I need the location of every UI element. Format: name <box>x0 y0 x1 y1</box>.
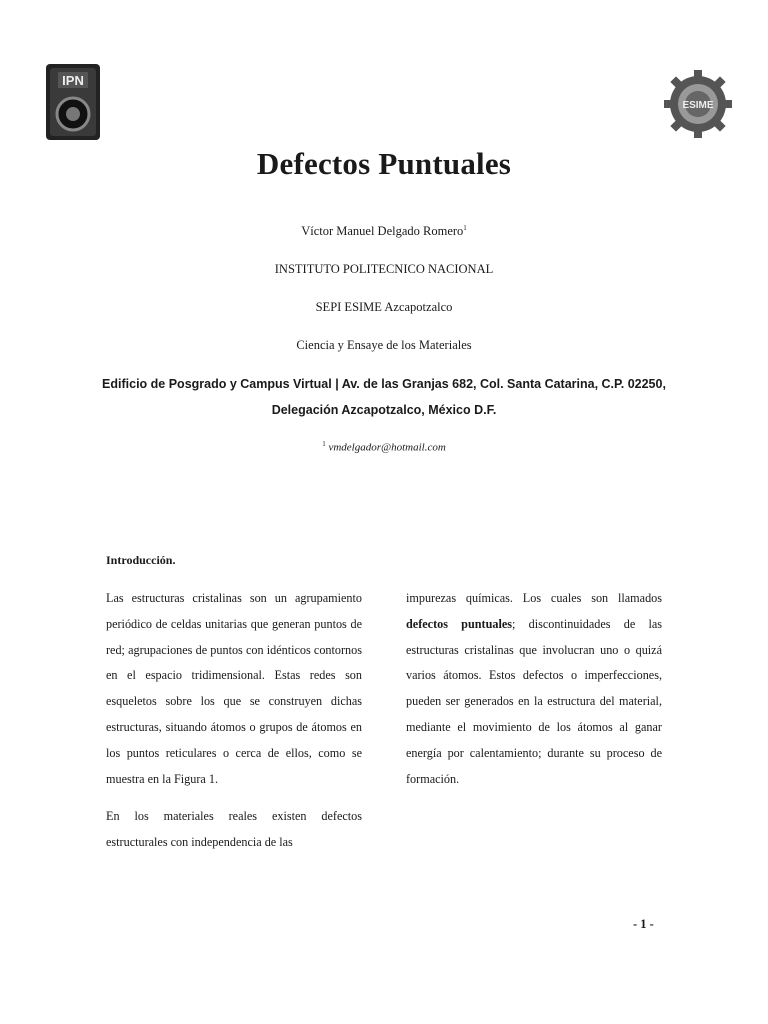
department: SEPI ESIME Azcapotzalco <box>315 300 453 314</box>
email-line <box>0 440 768 454</box>
page-number: - 1 - <box>633 917 654 931</box>
address-line-1: Edificio de Posgrado y Campus Virtual | Av. de las Granjas 682, Col. Santa Catarina, C.P. 02250, <box>102 377 666 391</box>
esime-logo <box>660 70 736 138</box>
esime-logo-text: ESIME <box>682 100 714 111</box>
ipn-logo-text: IPN <box>62 73 84 88</box>
paragraph <box>406 586 662 792</box>
course-name: Ciencia y Ensaye de los Materiales <box>296 338 472 352</box>
paragraph-text: impurezas químicas. Los cuales son llamados <box>406 591 662 605</box>
author-name: Víctor Manuel Delgado Romero <box>301 224 464 239</box>
ipn-logo <box>44 60 102 144</box>
author-email: vmdelgador@hotmail.com <box>328 441 446 454</box>
paragraph: Las estructuras cristalinas son un agrupamiento periódico de celdas unitarias que generan puntos de red; agrupaciones de puntos con idénticos contornos en el espacio tridimensional. Estas redes son esqueletos sobre los que se construyen dichas estructuras, situando átomos o grupos de átomos en los puntos reticulares o cerca de ellos, como se muestra en la Figura 1. <box>106 591 362 786</box>
left-column <box>106 586 362 856</box>
institution: INSTITUTO POLITECNICO NACIONAL <box>274 262 494 276</box>
right-column <box>406 586 662 792</box>
bold-term: defectos puntuales <box>406 616 512 631</box>
address-line-2: Delegación Azcapotzalco, México D.F. <box>271 403 497 417</box>
paragraph: En los materiales reales existen defectos estructurales con independencia de las <box>106 809 362 850</box>
email-footnote-marker: 1 <box>322 440 326 448</box>
author-footnote-marker: 1 <box>463 224 467 232</box>
author-line <box>0 224 768 239</box>
section-heading: Introducción. <box>106 553 176 567</box>
paragraph-text: ; discontinuidades de las estructuras cristalinas que involucran uno o quizá varios átomos. Estos defectos o imperfecciones, pueden ser generados en la estructura del material, mediante el movimiento de los átomos al ganar energía por calentamiento; durante su proceso de formación. <box>406 616 663 786</box>
document-title: Defectos Puntuales <box>256 146 512 181</box>
